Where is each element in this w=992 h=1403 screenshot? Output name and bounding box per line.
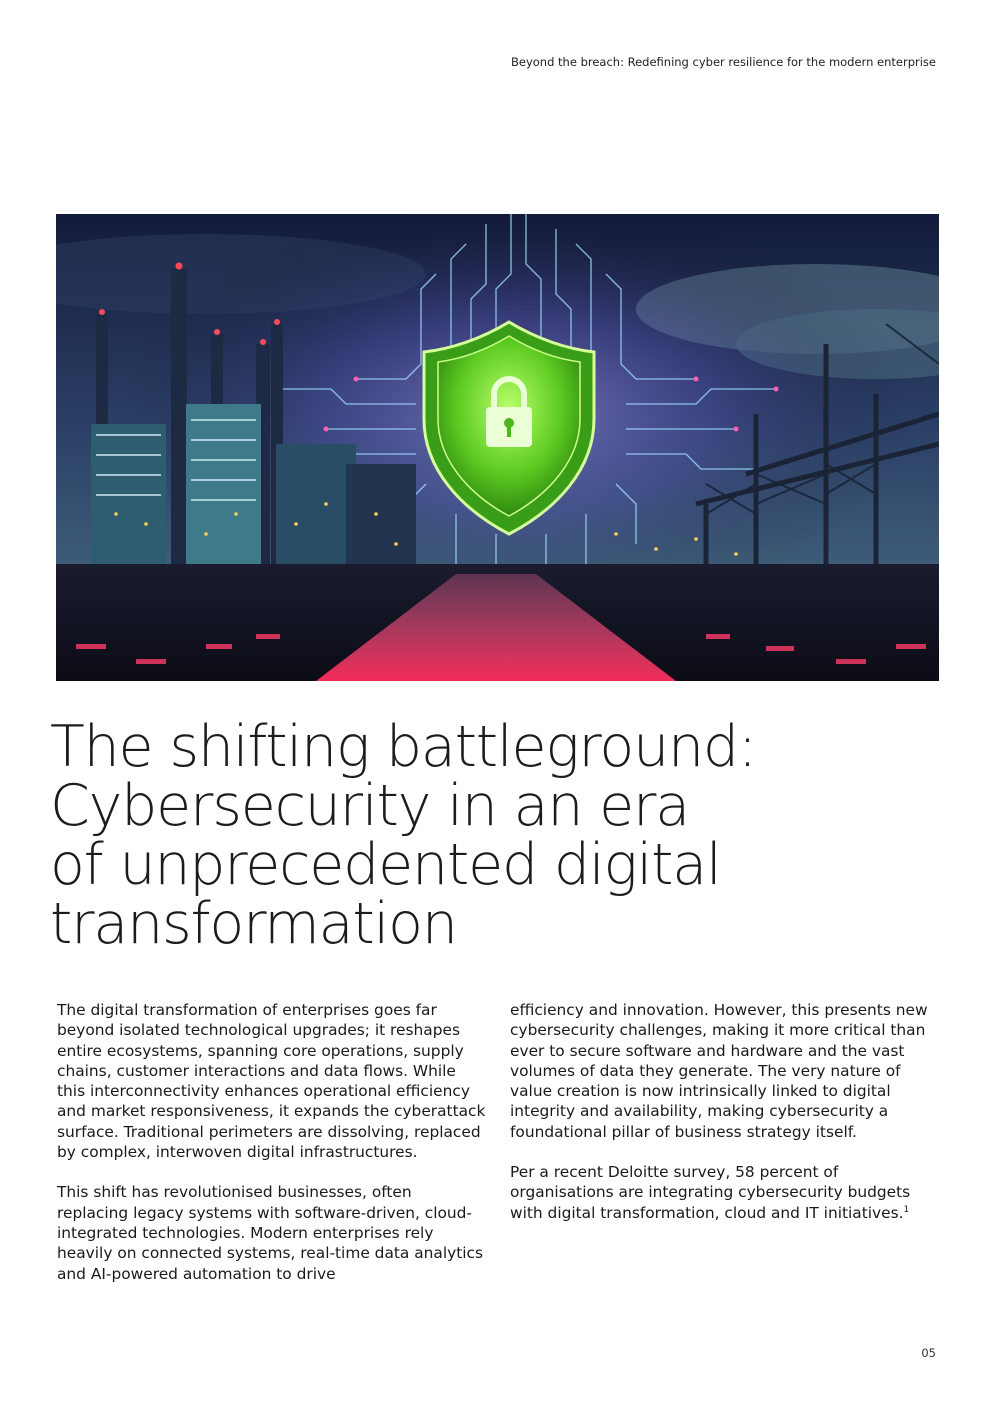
title-line-1: The shifting battleground: — [50, 714, 756, 780]
title-line-3: of unprecedented digital — [50, 832, 721, 898]
body-column-right — [510, 1000, 940, 1243]
body-paragraph-with-footnote — [510, 1162, 940, 1223]
running-header: Beyond the breach: Redefining cyber resilience for the modern enterprise — [511, 55, 936, 69]
title-line-2: Cybersecurity in an era — [50, 773, 690, 839]
page-number: 05 — [921, 1346, 936, 1360]
page-title — [50, 714, 930, 957]
body-paragraph-text: Per a recent Deloitte survey, 58 percent of organisations are integrating cybersecurity budgets with digital transformation, cloud and IT initiatives. — [510, 1163, 911, 1222]
body-column-left — [57, 1000, 487, 1304]
body-paragraph: efficiency and innovation. However, this presents new cybersecurity challenges, making it more critical than ever to secure software and hardware and the vast volumes of data they generate. The very nature of value creation is now intrinsically linked to digital integrity and availability, making cybersecurity a foundational pillar of business strategy itself. — [510, 1001, 928, 1141]
footnote-reference[interactable]: 1 — [903, 1204, 910, 1215]
hero-image — [56, 214, 939, 681]
body-paragraph: The digital transformation of enterprises goes far beyond isolated technological upgrades; it reshapes entire ecosystems, spanning core operations, supply chains, customer interactions and data flows. While this interconnectivity enhances operational efficiency and market responsiveness, it expands the cyberattack surface. Traditional perimeters are dissolving, replaced by complex, interwoven digital infrastructures. — [57, 1001, 486, 1162]
body-paragraph: This shift has revolutionised businesses, often replacing legacy systems with software-driven, cloud-integrated technologies. Modern enterprises rely heavily on connected systems, real-time data analytics and AI-powered automation to drive — [57, 1183, 484, 1283]
title-line-4: transformation — [50, 891, 457, 957]
